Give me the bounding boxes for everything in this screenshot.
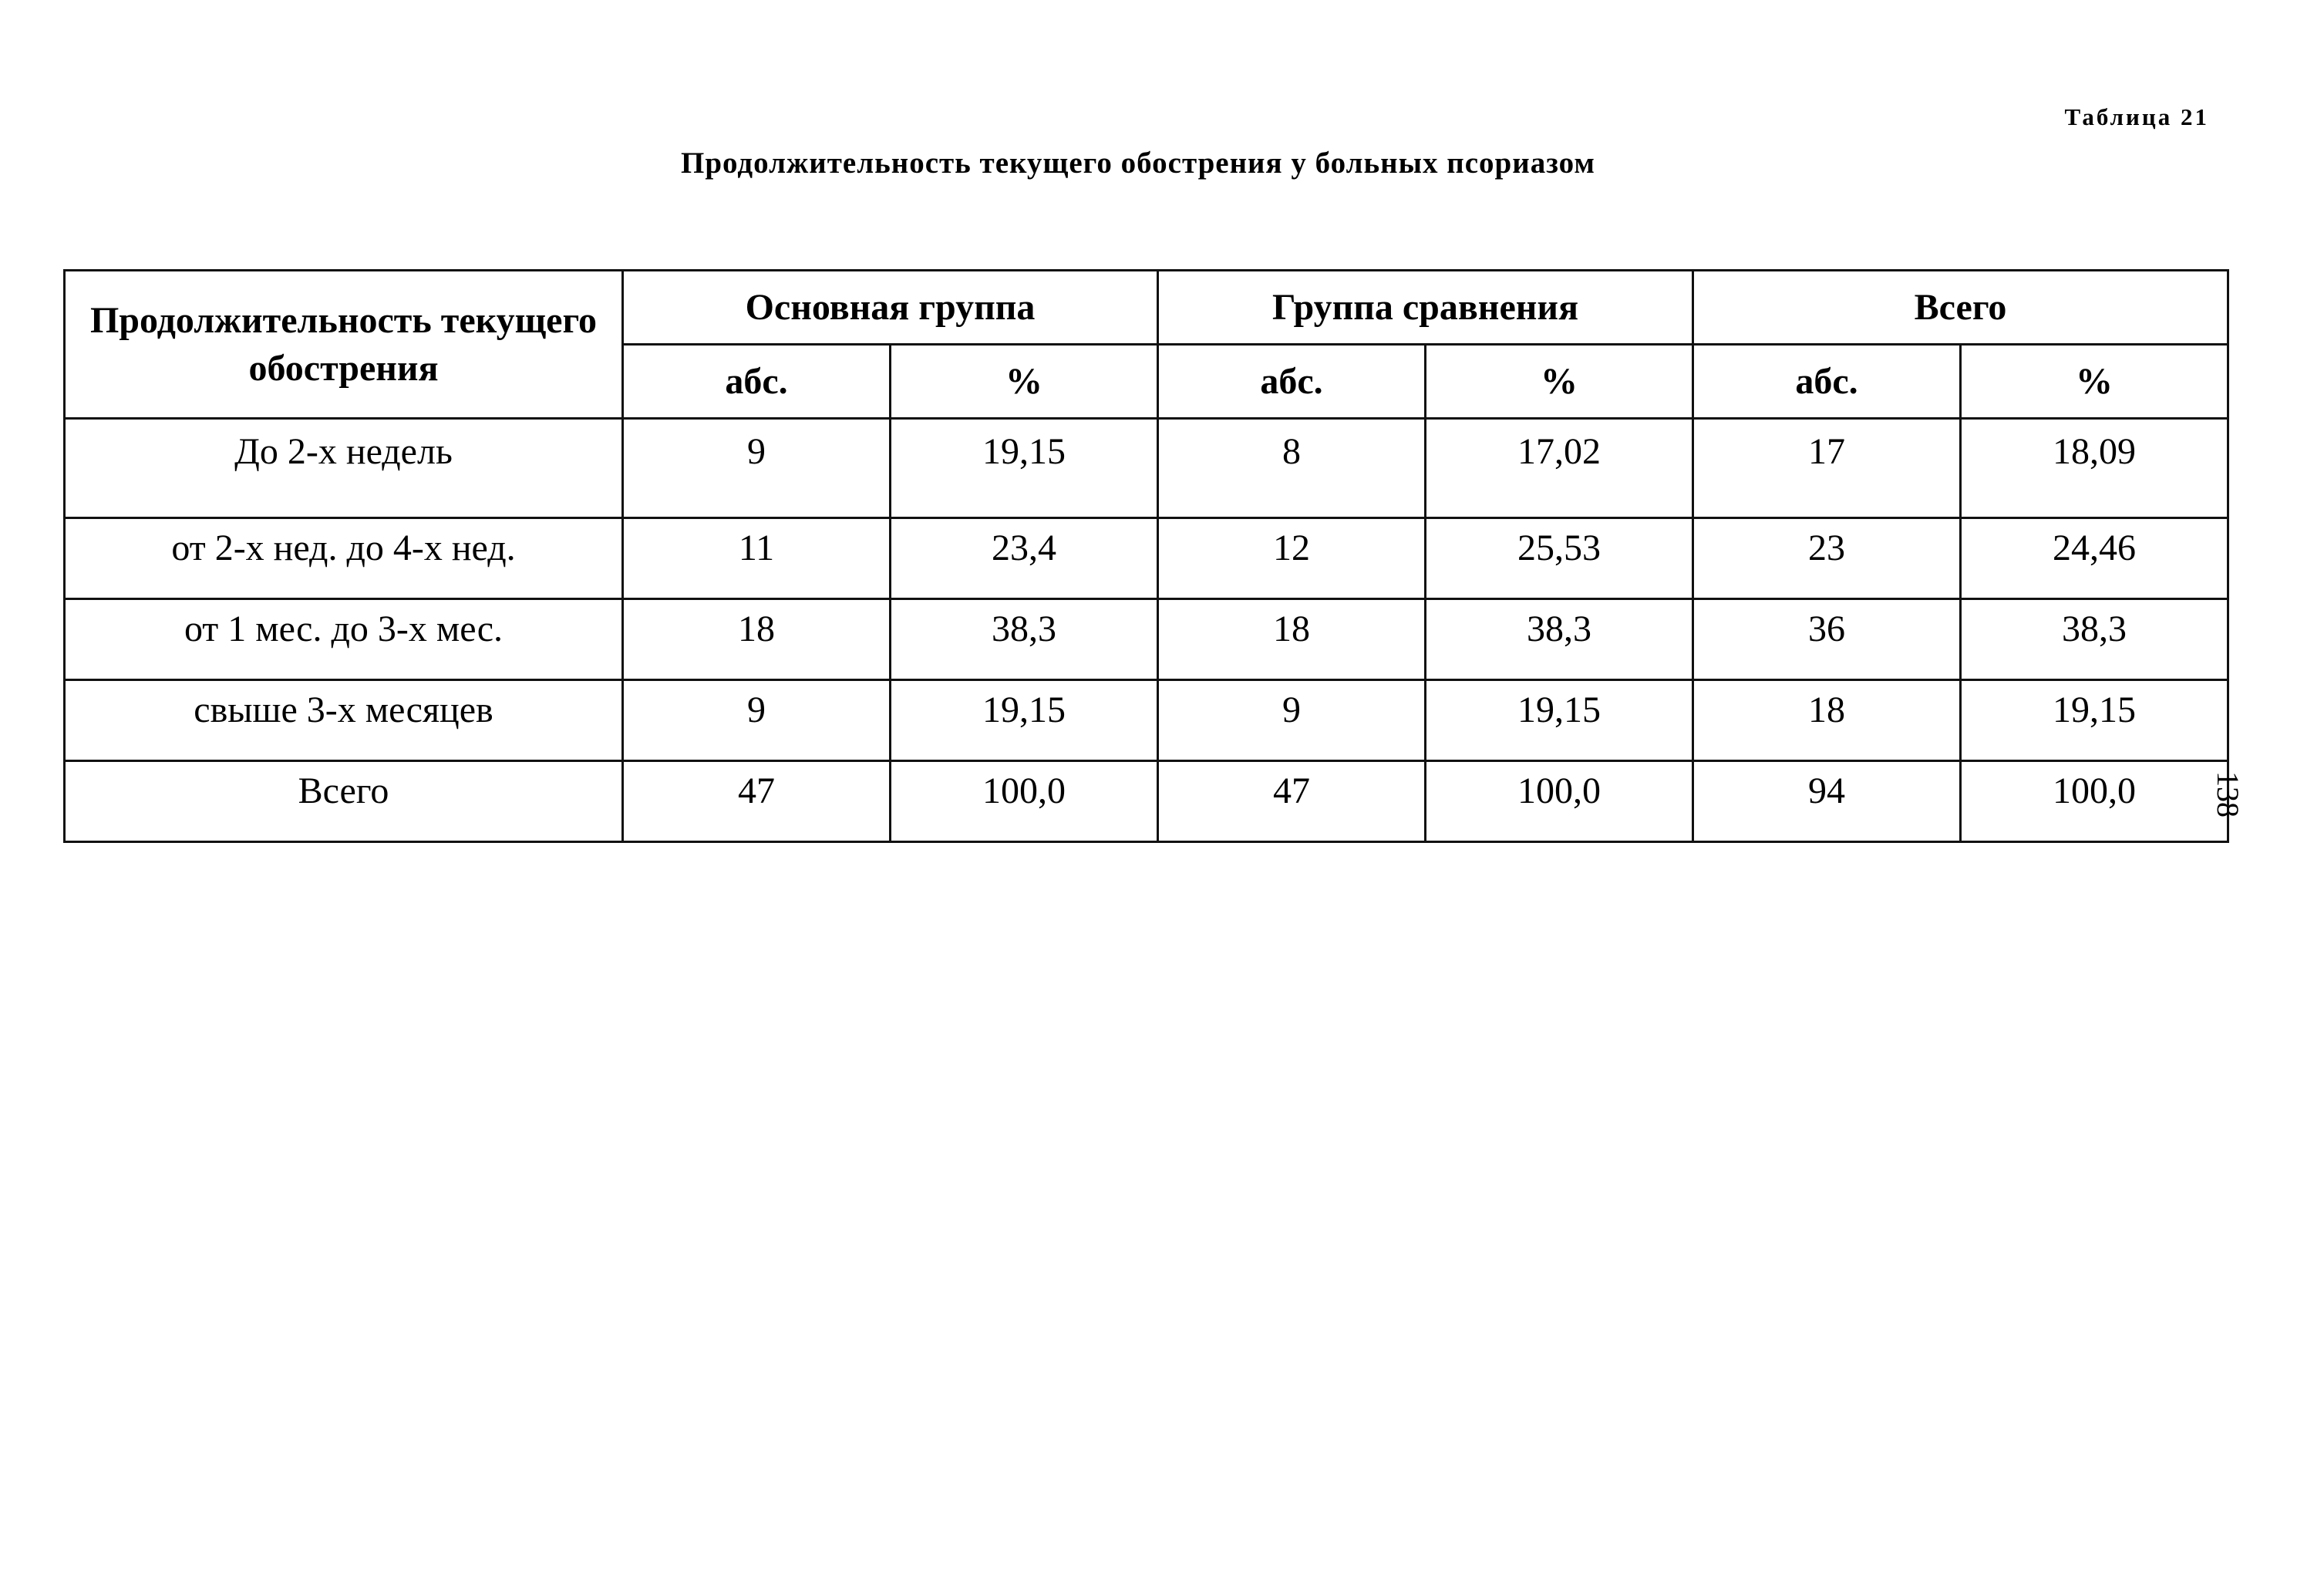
cell-value: 9	[1158, 680, 1426, 761]
row-label: До 2-х недель	[65, 419, 623, 518]
table-title: Продолжительность текущего обострения у больных псориазом	[681, 147, 1595, 180]
cell-value: 23,4	[891, 518, 1158, 599]
cell-value: 23	[1693, 518, 1961, 599]
row-label: от 1 мес. до 3-х мес.	[65, 599, 623, 680]
cell-value: 19,15	[1961, 680, 2228, 761]
cell-value: 18	[1693, 680, 1961, 761]
subheader-percent: %	[891, 345, 1158, 419]
cell-value: 100,0	[1426, 761, 1693, 842]
cell-value: 38,3	[1961, 599, 2228, 680]
cell-value: 100,0	[1961, 761, 2228, 842]
header-group-total: Всего	[1693, 271, 2228, 345]
table-row	[65, 680, 2228, 761]
cell-value: 19,15	[1426, 680, 1693, 761]
cell-value: 17,02	[1426, 419, 1693, 518]
cell-value: 100,0	[891, 761, 1158, 842]
cell-value: 18	[623, 599, 891, 680]
cell-value: 38,3	[891, 599, 1158, 680]
cell-value: 11	[623, 518, 891, 599]
cell-value: 47	[1158, 761, 1426, 842]
header-row-label: Продолжительность текущего обострения	[65, 271, 623, 419]
cell-value: 38,3	[1426, 599, 1693, 680]
subheader-percent: %	[1961, 345, 2228, 419]
header-row-groups	[65, 271, 2228, 345]
data-table	[63, 269, 2229, 843]
cell-value: 25,53	[1426, 518, 1693, 599]
table-row	[65, 419, 2228, 518]
row-label: от 2-х нед. до 4-х нед.	[65, 518, 623, 599]
row-label: Всего	[65, 761, 623, 842]
cell-value: 19,15	[891, 680, 1158, 761]
table-row	[65, 518, 2228, 599]
cell-value: 18	[1158, 599, 1426, 680]
cell-value: 18,09	[1961, 419, 2228, 518]
subheader-abs: абс.	[1158, 345, 1426, 419]
header-group-comparison: Группа сравнения	[1158, 271, 1693, 345]
cell-value: 24,46	[1961, 518, 2228, 599]
cell-value: 12	[1158, 518, 1426, 599]
cell-value: 9	[623, 419, 891, 518]
cell-value: 17	[1693, 419, 1961, 518]
subheader-abs: абс.	[623, 345, 891, 419]
table-row-total	[65, 761, 2228, 842]
page-number: 138	[2211, 771, 2245, 817]
cell-value: 19,15	[891, 419, 1158, 518]
table-number: Таблица 21	[2064, 103, 2209, 130]
row-label: свыше 3-х месяцев	[65, 680, 623, 761]
cell-value: 94	[1693, 761, 1961, 842]
cell-value: 8	[1158, 419, 1426, 518]
cell-value: 9	[623, 680, 891, 761]
cell-value: 36	[1693, 599, 1961, 680]
cell-value: 47	[623, 761, 891, 842]
subheader-abs: абс.	[1693, 345, 1961, 419]
subheader-percent: %	[1426, 345, 1693, 419]
table-row	[65, 599, 2228, 680]
header-group-main: Основная группа	[623, 271, 1158, 345]
